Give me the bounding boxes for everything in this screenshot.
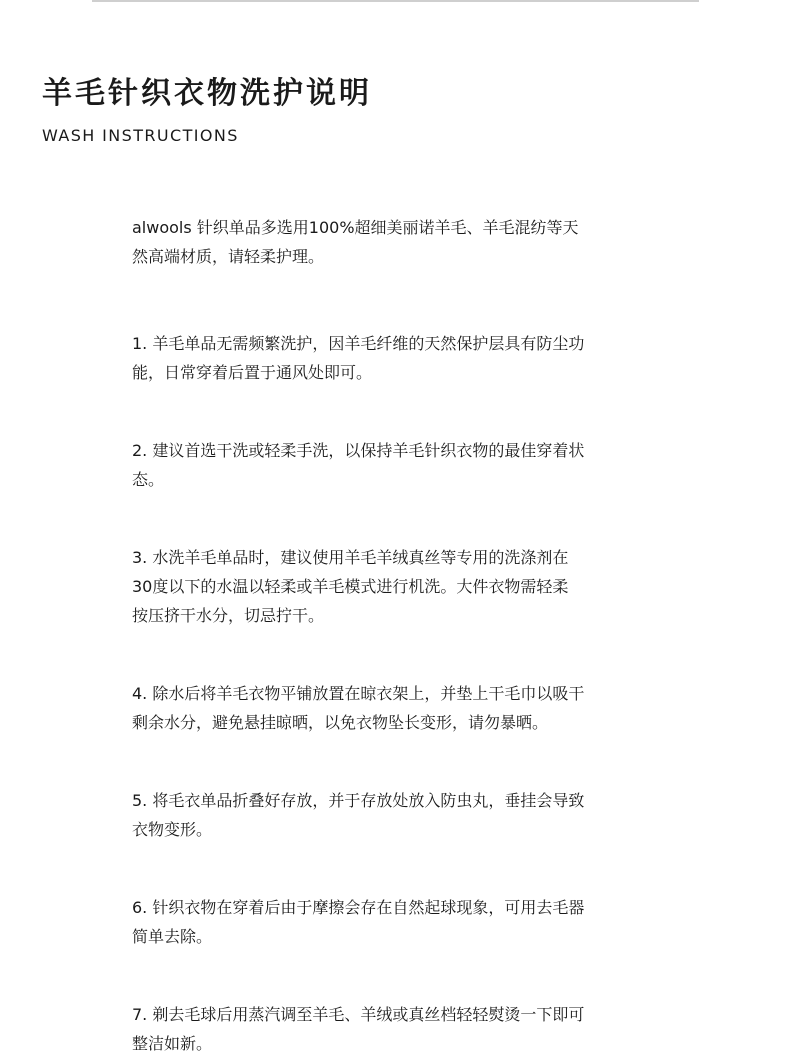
instruction-line: 态。 <box>132 470 165 489</box>
page-subtitle: WASH INSTRUCTIONS <box>42 126 239 145</box>
top-divider <box>92 0 699 2</box>
instruction-line: 能，日常穿着后置于通风处即可。 <box>132 363 373 382</box>
instruction-line: 衣物变形。 <box>132 820 213 839</box>
page-title: 羊毛针织衣物洗护说明 <box>42 76 372 111</box>
instruction-line: 7. 剃去毛球后用蒸汽调至羊毛、羊绒或真丝档轻轻熨烫一下即可 <box>132 1005 585 1024</box>
instruction-item-1 <box>132 329 672 387</box>
intro-line: alwools 针织单品多选用100%超细美丽诺羊毛、羊毛混纺等天 <box>132 218 579 237</box>
instructions-body <box>132 213 672 1058</box>
instruction-line: 简单去除。 <box>132 927 213 946</box>
instruction-line: 整洁如新。 <box>132 1034 213 1053</box>
instruction-item-7 <box>132 1000 672 1058</box>
instruction-line: 2. 建议首选干洗或轻柔手洗，以保持羊毛针织衣物的最佳穿着状 <box>132 441 585 460</box>
instruction-item-5 <box>132 786 672 844</box>
instruction-line: 按压挤干水分，切忌拧干。 <box>132 606 325 625</box>
intro-line: 然高端材质，请轻柔护理。 <box>132 247 325 266</box>
intro-paragraph <box>132 213 672 271</box>
instruction-line: 3. 水洗羊毛单品时，建议使用羊毛羊绒真丝等专用的洗涤剂在 <box>132 548 569 567</box>
instruction-line: 1. 羊毛单品无需频繁洗护，因羊毛纤维的天然保护层具有防尘功 <box>132 334 585 353</box>
instruction-item-6 <box>132 893 672 951</box>
instruction-item-4 <box>132 679 672 737</box>
instruction-line: 6. 针织衣物在穿着后由于摩擦会存在自然起球现象，可用去毛器 <box>132 898 585 917</box>
instruction-line: 剩余水分，避免悬挂晾晒，以免衣物坠长变形，请勿暴晒。 <box>132 713 549 732</box>
instruction-line: 5. 将毛衣单品折叠好存放，并于存放处放入防虫丸，垂挂会导致 <box>132 791 585 810</box>
instruction-line: 4. 除水后将羊毛衣物平铺放置在晾衣架上，并垫上干毛巾以吸干 <box>132 684 585 703</box>
instruction-item-3 <box>132 543 672 630</box>
instruction-item-2 <box>132 436 672 494</box>
instruction-line: 30度以下的水温以轻柔或羊毛模式进行机洗。大件衣物需轻柔 <box>132 577 569 596</box>
